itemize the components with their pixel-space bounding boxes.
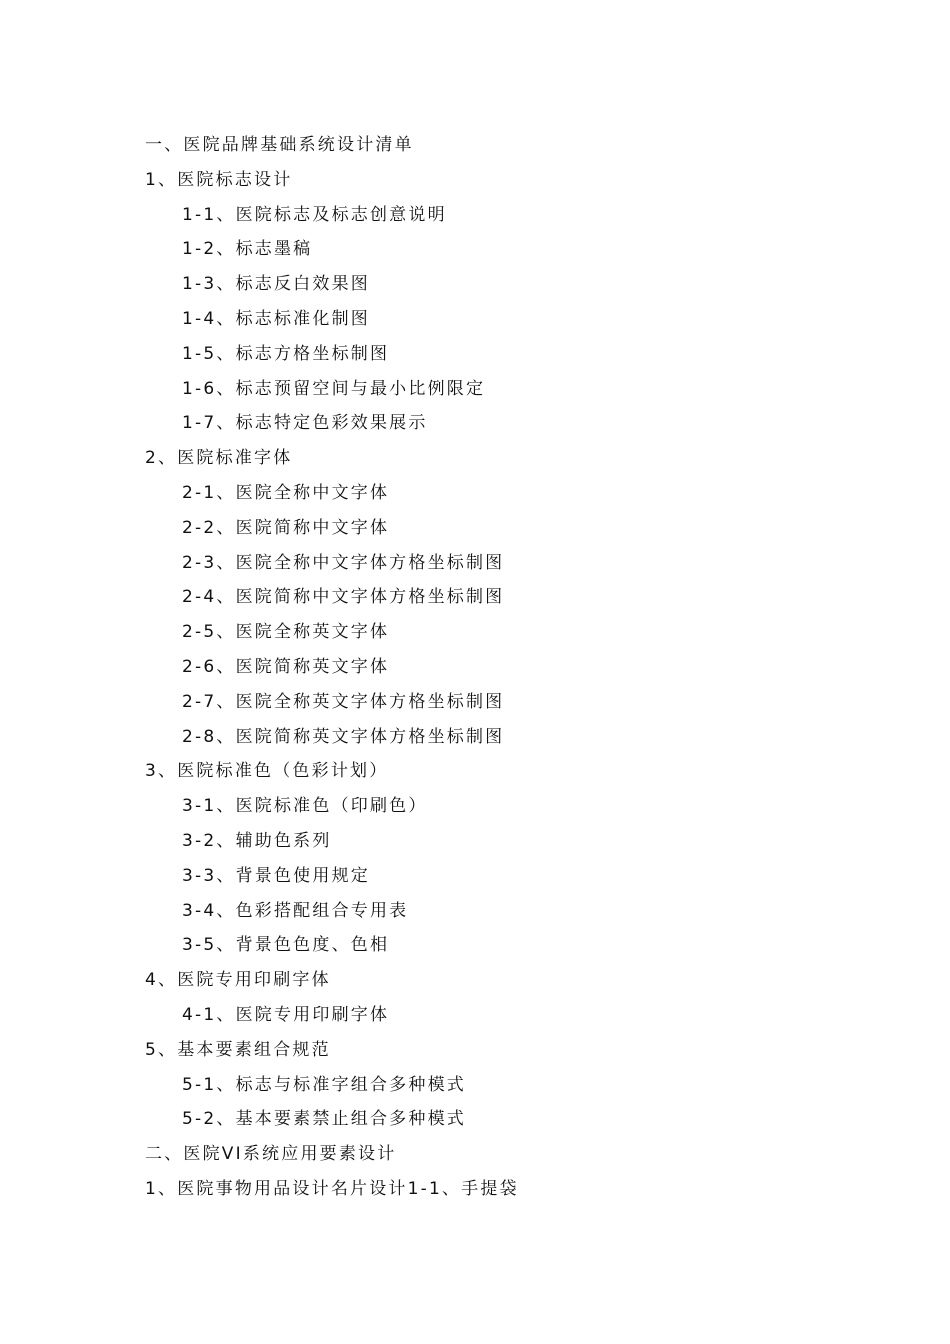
section-heading: 一、医院品牌基础系统设计清单 [145, 135, 414, 155]
list-item: 1-5、标志方格坐标制图 [182, 343, 390, 364]
subsection-heading: 3、医院标准色（色彩计划） [145, 761, 389, 782]
list-item: 4-1、医院专用印刷字体 [182, 1004, 390, 1025]
list-item: 3-2、辅助色系列 [182, 830, 332, 851]
list-item: 2-5、医院全称英文字体 [182, 622, 390, 643]
list-item: 2-8、医院简称英文字体方格坐标制图 [182, 726, 505, 747]
list-item: 1-3、标志反白效果图 [182, 274, 370, 295]
list-item: 1-1、医院标志及标志创意说明 [182, 204, 447, 225]
list-item: 2-3、医院全称中文字体方格坐标制图 [182, 552, 505, 573]
list-item: 1-7、标志特定色彩效果展示 [182, 413, 428, 434]
subsection-heading: 1、医院事物用品设计名片设计1-1、手提袋 [145, 1178, 519, 1199]
list-item: 3-4、色彩搭配组合专用表 [182, 900, 409, 921]
list-item: 2-1、医院全称中文字体 [182, 482, 390, 503]
subsection-heading: 4、医院专用印刷字体 [145, 970, 331, 991]
list-item: 2-7、医院全称英文字体方格坐标制图 [182, 691, 505, 712]
subsection-heading: 5、基本要素组合规范 [145, 1039, 331, 1060]
subsection-heading: 1、医院标志设计 [145, 169, 293, 190]
subsection-heading: 2、医院标准字体 [145, 448, 293, 469]
list-item: 1-4、标志标准化制图 [182, 308, 370, 329]
list-item: 5-2、基本要素禁止组合多种模式 [182, 1109, 466, 1130]
list-item: 3-5、背景色色度、色相 [182, 935, 390, 956]
list-item: 3-3、背景色使用规定 [182, 865, 370, 886]
list-item: 2-6、医院简称英文字体 [182, 656, 390, 677]
list-item: 2-4、医院简称中文字体方格坐标制图 [182, 587, 505, 608]
list-item: 2-2、医院简称中文字体 [182, 517, 390, 538]
list-item: 3-1、医院标准色（印刷色） [182, 796, 428, 817]
list-item: 1-6、标志预留空间与最小比例限定 [182, 378, 486, 399]
document-body [0, 128, 950, 1207]
section-heading: 二、医院VI系统应用要素设计 [145, 1144, 397, 1165]
list-item: 1-2、标志墨稿 [182, 239, 313, 260]
list-item: 5-1、标志与标准字组合多种模式 [182, 1074, 466, 1095]
